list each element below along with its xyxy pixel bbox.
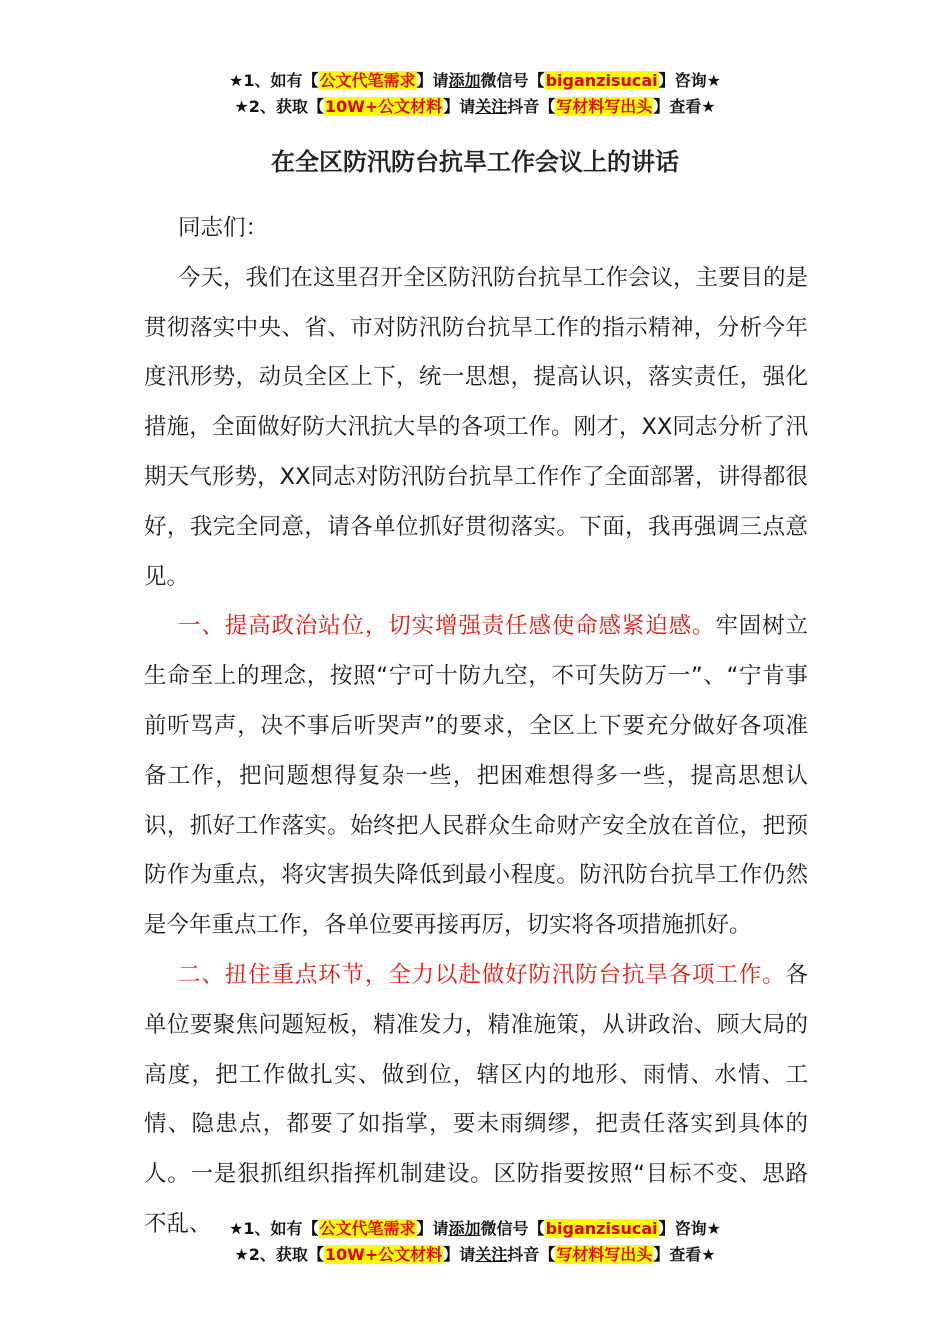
- banner-underlined-text: 关注: [475, 97, 508, 116]
- banner-line-1: [0, 1216, 950, 1242]
- banner-underlined-text: 添加: [448, 1219, 481, 1238]
- banner-highlight: biganzisucai: [545, 1219, 658, 1238]
- banner-text: ★1、如有【: [229, 1219, 319, 1238]
- banner-line-2: [0, 94, 950, 120]
- banner-highlight: 公文代笔需求: [319, 71, 416, 90]
- footer-banner: [0, 1216, 950, 1268]
- banner-text: ★2、获取【: [234, 97, 324, 116]
- banner-text: ★2、获取【: [234, 1245, 324, 1264]
- banner-highlight: 公文代笔需求: [319, 1219, 416, 1238]
- banner-highlight: 10W+公文材料: [324, 1245, 443, 1264]
- intro-paragraph: 今天，我们在这里召开全区防汛防台抗旱工作会议，主要目的是贯彻落实中央、省、市对防汛防台抗旱工作的指示精神，分析今年度汛形势，动员全区上下，统一思想，提高认识，落实责任，强化措施，全面做好防大汛抗大旱的各项工作。刚才，XX同志分析了汛期天气形势，XX同志对防汛防台抗旱工作作了全面部署，讲得都很好，我完全同意，请各单位抓好贯彻落实。下面，我再强调三点意见。: [144, 264, 809, 590]
- banner-line-2: [0, 1242, 950, 1268]
- banner-text: 】请: [416, 71, 449, 90]
- banner-highlight: biganzisucai: [545, 71, 658, 90]
- banner-text: 】咨询★: [658, 71, 721, 90]
- section-2-paragraph: [144, 951, 808, 1250]
- header-banner: [0, 68, 950, 120]
- section-1-paragraph: [144, 602, 808, 951]
- banner-text: 】请: [416, 1219, 449, 1238]
- banner-text: 】请: [443, 97, 476, 116]
- banner-line-1: [0, 68, 950, 94]
- banner-text: 】查看★: [653, 97, 716, 116]
- banner-text: 】查看★: [653, 1245, 716, 1264]
- banner-highlight: 10W+公文材料: [324, 97, 443, 116]
- banner-text: 微信号【: [480, 1219, 545, 1238]
- banner-underlined-text: 关注: [475, 1245, 508, 1264]
- document-body: [144, 204, 808, 1250]
- banner-text: 】请: [443, 1245, 476, 1264]
- banner-text: 微信号【: [480, 71, 545, 90]
- banner-text: 抖音【: [507, 97, 556, 116]
- section-1-body: 牢固树立生命至上的理念，按照“宁可十防九空，不可失防万一”、“宁肯事前听骂声，决不事后听哭声”的要求，全区上下要充分做好各项准备工作，把问题想得复杂一些，把困难想得多一些，提高思想认识，抓好工作落实。始终把人民群众生命财产安全放在首位，把预防作为重点，将灾害损失降低到最小程度。防汛防台抗旱工作仍然是今年重点工作，各单位要再接再厉，切实将各项措施抓好。: [144, 613, 808, 939]
- banner-text: ★1、如有【: [229, 71, 319, 90]
- salutation: 同志们：: [178, 215, 269, 241]
- banner-text: 抖音【: [507, 1245, 556, 1264]
- section-1-heading: 一、提高政治站位，切实增强责任感使命感紧迫感。: [178, 613, 716, 640]
- section-2-body: 各单位要聚焦问题短板，精准发力，精准施策，从讲政治、顾大局的高度，把工作做扎实、做到位，辖区内的地形、雨情、水情、工情、隐患点，都要了如指掌，要未雨绸缪，把责任落实到具体的人。一是狠抓组织指挥机制建设。区防指要按照“目标不变、思路不乱、: [144, 961, 808, 1237]
- section-2-heading: 二、扭住重点环节，全力以赴做好防汛防台抗旱各项工作。: [178, 961, 786, 988]
- banner-text: 】咨询★: [658, 1219, 721, 1238]
- banner-highlight: 写材料写出头: [556, 1245, 653, 1264]
- banner-underlined-text: 添加: [448, 71, 481, 90]
- banner-highlight: 写材料写出头: [556, 97, 653, 116]
- document-title: 在全区防汛防台抗旱工作会议上的讲话: [271, 148, 679, 176]
